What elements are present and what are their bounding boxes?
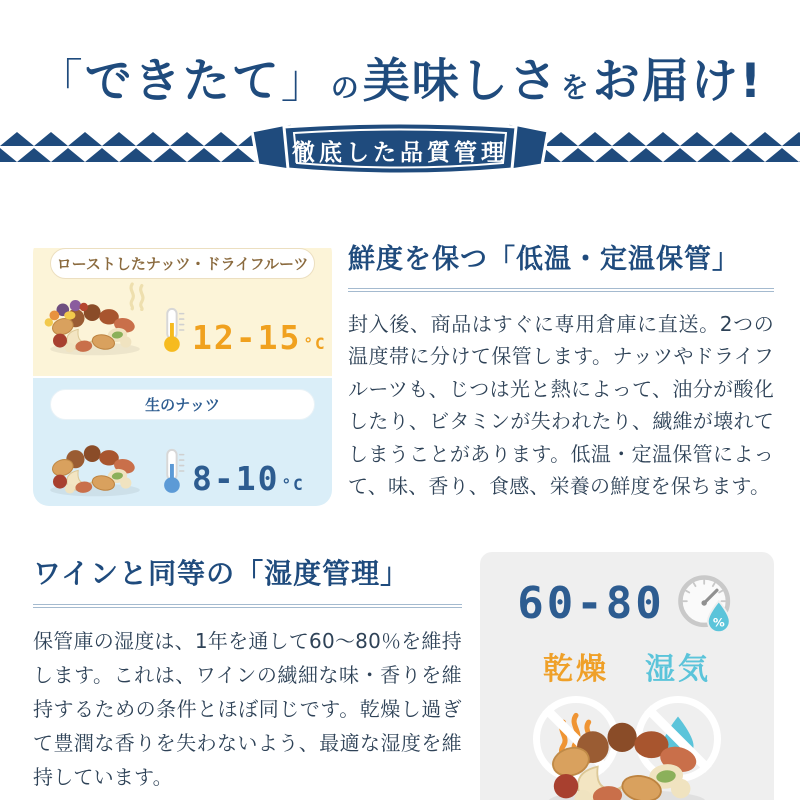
ribbon-label: 徹底した品質管理 (292, 139, 508, 166)
humidity-card (480, 552, 774, 800)
raw-temp-value: 8-10 (192, 459, 280, 498)
title-particle-wo: を (560, 71, 591, 104)
temperature-text-column (348, 237, 774, 506)
humidity-labels-row (480, 644, 774, 688)
title-bracket-open: 「 (36, 54, 85, 108)
temperature-body: 封入後、商品はすぐに専用倉庫に直送。2つの温度帯に分けて保管します。ナッツやドライフルーツも、じつは光と熱によって、油分が酸化したり、ビタミンが失われたり、繊維が壊れてしまうことがあります。低温・定温保管によって、味、香り、食感、栄養の鮮度を保ちます。 (348, 312, 774, 498)
humidity-gauge-icon (675, 572, 737, 634)
raw-temperature-display (192, 459, 305, 498)
roasted-content-row (33, 279, 332, 367)
raw-panel (33, 376, 332, 506)
raw-nuts-illustration (39, 426, 151, 498)
humidity-body: 保管庫の湿度は、1年を通して60〜80％を維持します。これは、ワインの繊細な味・香りを維持するための条件とほぼ同じです。乾燥し過ぎて豊潤な香りを失わないよう、最適な湿度を維持しています。 (33, 629, 462, 789)
roasted-label: ローストしたナッツ・ドライフルーツ (50, 248, 315, 279)
humid-label: 湿気 (645, 652, 711, 687)
percent-symbol: % (712, 615, 725, 630)
raw-label: 生のナッツ (50, 389, 315, 420)
title-bracket-close: 」 (280, 54, 329, 108)
raw-content-row (33, 420, 332, 506)
dry-label: 乾燥 (543, 652, 609, 687)
steam-lines-icon (125, 281, 149, 311)
thermometer-icon (161, 444, 186, 498)
roasted-temperature-display (192, 318, 327, 357)
temperature-card (33, 237, 332, 506)
title-word-dekitate: できたて (84, 54, 281, 109)
quality-ribbon (250, 119, 550, 177)
humidity-section (0, 552, 800, 800)
title-word-otodoke: お届け! (592, 54, 764, 109)
humidity-nuts-illustration (523, 691, 731, 800)
decorative-band (0, 123, 800, 187)
roasted-temp-value: 12-15 (192, 318, 302, 357)
humidity-range-value: 60-80 (517, 577, 665, 629)
thermometer-icon (161, 303, 186, 357)
humidity-range-row (480, 572, 774, 634)
humidity-heading: ワインと同等の「湿度管理」 (33, 552, 462, 608)
roasted-temp-unit: °C (303, 334, 327, 353)
title-word-oishisa: 美味しさ (362, 54, 559, 109)
temperature-heading: 鮮度を保つ「低温・定温保管」 (348, 237, 774, 292)
raw-temp-unit: °C (281, 475, 305, 494)
page-title (0, 44, 800, 111)
humidity-text-column (33, 552, 462, 800)
title-particle-no: の (330, 71, 361, 104)
temperature-section (0, 237, 800, 506)
roasted-panel (33, 248, 332, 376)
